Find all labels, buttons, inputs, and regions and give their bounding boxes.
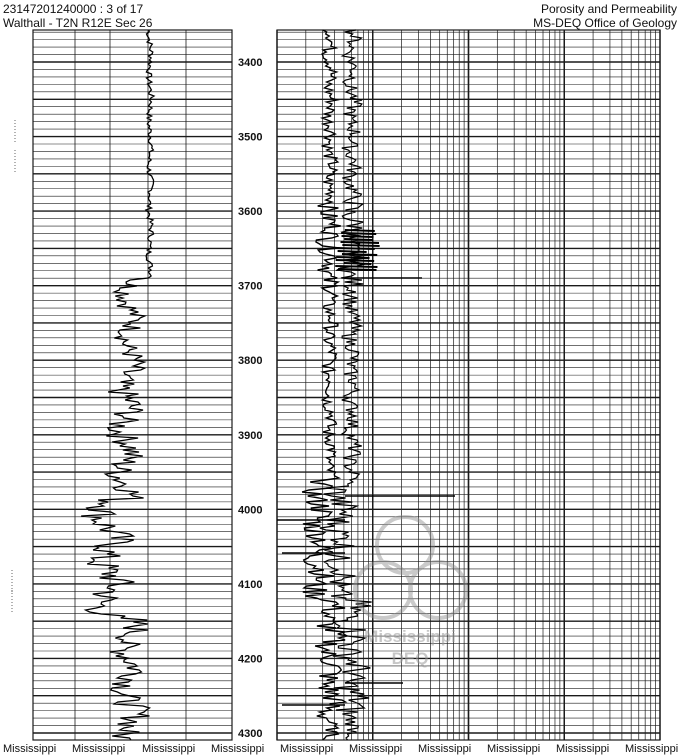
mdeq-logo-icon [355, 517, 466, 618]
footer-label: Mississippi [349, 743, 403, 755]
footer-label: Mississippi [72, 743, 126, 755]
log-title: Porosity and Permeability [540, 2, 677, 16]
agency-name: MS-DEQ Office of Geology [533, 16, 677, 30]
right-log-track [277, 30, 660, 740]
curve-dense-segment [338, 269, 376, 270]
depth-label: 3500 [238, 131, 263, 144]
footer-label: Mississippi [418, 743, 472, 755]
depth-label: 3700 [238, 280, 263, 293]
depth-label: 4200 [238, 653, 263, 666]
depth-label: 3900 [238, 429, 263, 442]
footer-label: Mississippi [142, 743, 196, 755]
curve-dense-segment [336, 260, 374, 261]
curve-dense-segment [345, 230, 375, 231]
left-log-track [12, 30, 232, 740]
footer-label: Mississippi [3, 743, 57, 755]
curve-dense-segment [344, 239, 373, 240]
footer-labels [3, 743, 678, 755]
well-id-page: 23147201240000 : 3 of 17 [3, 2, 144, 16]
curve-dense-segment [338, 251, 367, 252]
watermark-line1: Mississippi [364, 627, 456, 646]
curve-dense-segment [342, 254, 377, 255]
curve-dense-segment [337, 248, 375, 249]
depth-label: 3400 [238, 57, 263, 69]
footer-label: Mississippi [625, 743, 679, 755]
curve-dense-segment [341, 242, 379, 243]
mdeq-watermark [355, 517, 466, 668]
depth-labels [236, 54, 272, 740]
depth-label: 3800 [238, 355, 263, 368]
well-location: Walthall - T2N R12E Sec 26 [3, 16, 153, 30]
footer-label: Mississippi [280, 743, 334, 755]
footer-label: Mississippi [211, 743, 265, 755]
curve-dense-segment [335, 266, 377, 267]
curve-dense-segment [342, 245, 379, 246]
watermark-line2: DEQ [391, 649, 429, 668]
footer-label: Mississippi [556, 743, 610, 755]
curve-dense-segment [341, 233, 376, 234]
depth-label: 4100 [238, 578, 263, 591]
depth-label: 4300 [238, 728, 263, 740]
curve-dense-segment [336, 257, 369, 258]
curve-dense-segment [344, 263, 372, 264]
depth-label: 3600 [238, 206, 263, 219]
depth-label: 4000 [238, 504, 263, 517]
curve-dense-segment [342, 236, 374, 237]
footer-label: Mississippi [487, 743, 541, 755]
